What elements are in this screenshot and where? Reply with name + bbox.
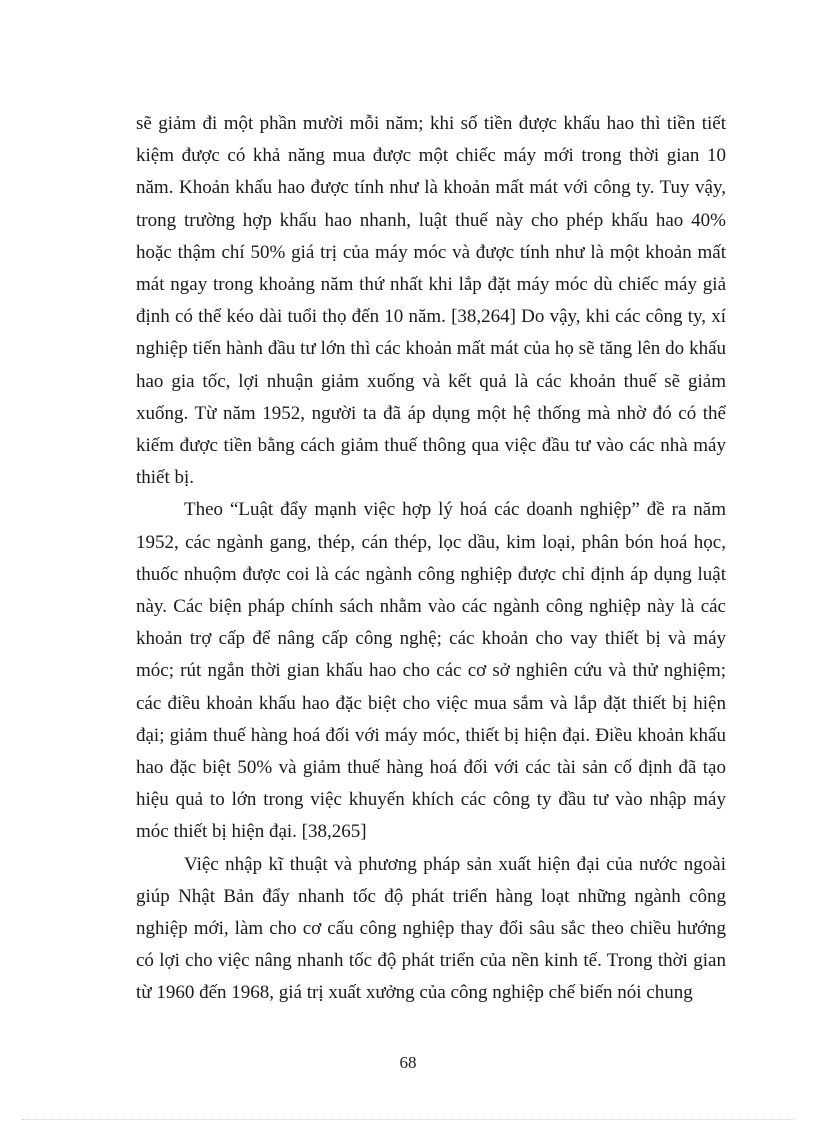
paragraph-technology-import: Việc nhập kĩ thuật và phương pháp sản xuất hiện đại của nước ngoài giúp Nhật Bản đẩy nhanh tốc độ phát triển hàng loạt những ngành công nghiệp mới, làm cho cơ cấu công nghiệp thay đổi sâu sắc theo chiều hướng có lợi cho việc nâng nhanh tốc độ phát triển của nền kinh tế. Trong thời gian từ 1960 đến 1968, giá trị xuất xưởng của công nghiệp chế biến nói chung: [136, 853, 726, 1004]
page-number: 68: [399, 1053, 417, 1072]
body-text: [136, 108, 726, 1010]
paragraph-continuation: sẽ giảm đi một phần mười mỗi năm; khi số tiền được khấu hao thì tiền tiết kiệm được có khả năng mua được một chiếc máy mới trong thời gian 10 năm. Khoản khấu hao được tính như là khoản mất mát với công ty. Tuy vậy, trong trường hợp khấu hao nhanh, luật thuế này cho phép khấu hao 40% hoặc thậm chí 50% giá trị của máy móc và được tính như là một khoản mất mát ngay trong khoảng năm thứ nhất khi lắp đặt máy móc dù chiếc máy giả định có thể kéo dài tuổi thọ đến 10 năm. [38,264] Do vậy, khi các công ty, xí nghiệp tiến hành đầu tư lớn thì các khoản mất mát của họ sẽ tăng lên do khấu hao gia tốc, lợi nhuận giảm xuống và kết quả là các khoản thuế sẽ giảm xuống. Từ năm 1952, người ta đã áp dụng một hệ thống mà nhờ đó có thể kiếm được tiền bằng cách giảm thuế thông qua việc đầu tư vào các nhà máy thiết bị.: [136, 113, 726, 489]
paragraph-rationalization-law: Theo “Luật đẩy mạnh việc hợp lý hoá các doanh nghiệp” đề ra năm 1952, các ngành gang, thép, cán thép, lọc dầu, kim loại, phân bón hoá học, thuốc nhuộm được coi là các ngành công nghiệp được chỉ định áp dụng luật này. Các biện pháp chính sách nhằm vào các ngành công nghiệp này là các khoản trợ cấp để nâng cấp công nghệ; các khoản cho vay thiết bị và máy móc; rút ngắn thời gian khấu hao cho các cơ sở nghiên cứu và thử nghiệm; các điều khoản khấu hao đặc biệt cho việc mua sắm và lắp đặt thiết bị hiện đại; giảm thuế hàng hoá đối với máy móc, thiết bị hiện đại. Điều khoản khấu hao đặc biệt 50% và giảm thuế hàng hoá đối với các tài sản cố định đã tạo hiệu quả to lớn trong việc khuyến khích các công ty đầu tư vào nhập máy móc thiết bị hiện đại. [38,265]: [136, 499, 726, 843]
page-bottom-divider: [22, 1119, 794, 1120]
